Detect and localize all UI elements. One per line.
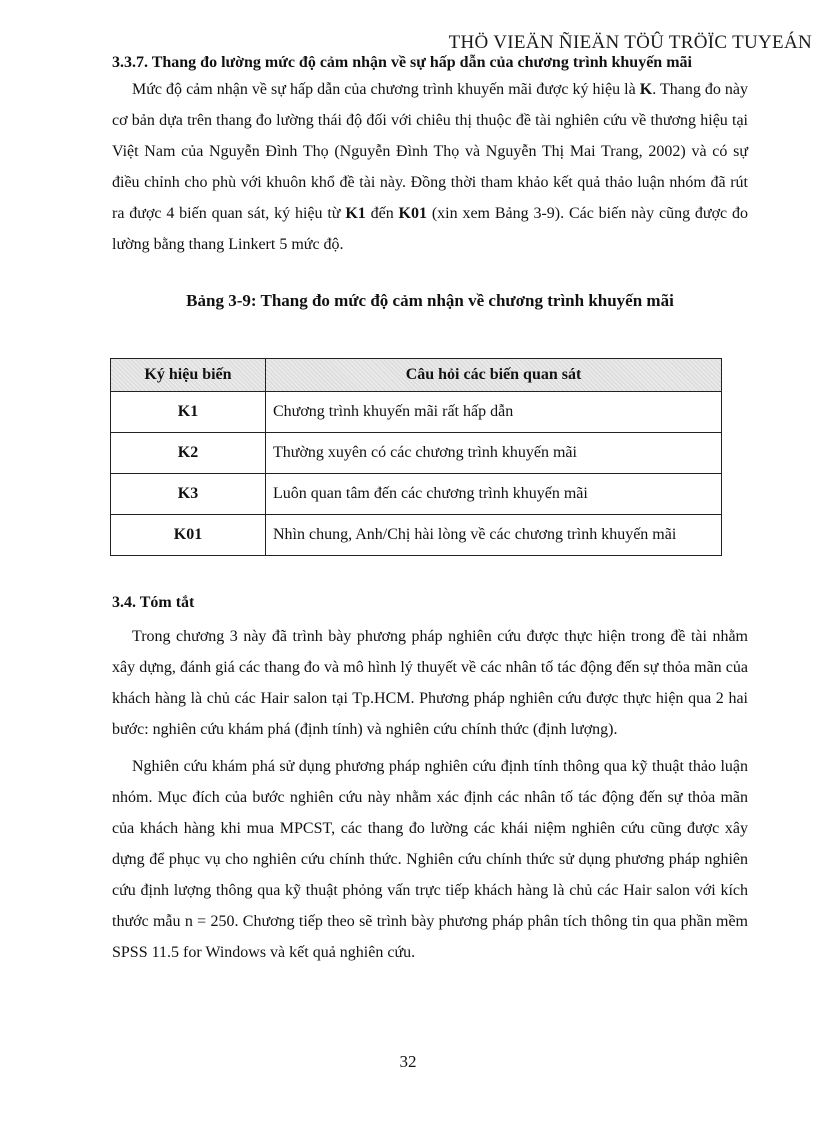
variable-question: Chương trình khuyến mãi rất hấp dẫn bbox=[266, 392, 722, 433]
measurement-scale-table bbox=[110, 358, 722, 556]
para-text-2: . Thang đo này cơ bản dựa trên thang đo lường thái độ đối với chiêu thị thuộc đề tài nghiên cứu về thương hiệu tại Việt Nam của Nguyễn Đình Thọ (Nguyễn Đình Thọ và Nguyễn Thị Mai Trang, 2002) và có sự điều chỉnh cho phù với khuôn khổ đề tài này. Đồng thời tham khảo kết quả thảo luận nhóm đã rút ra được 4 biến quan sát, ký hiệu từ bbox=[112, 81, 749, 222]
section-3-4-heading: 3.4. Tóm tắt bbox=[112, 594, 195, 611]
variable-code: K2 bbox=[111, 433, 266, 474]
para-bold-k1: K1 bbox=[345, 205, 366, 222]
variable-code: K01 bbox=[111, 515, 266, 556]
section-3-3-7-heading: 3.3.7. Thang đo lường mức độ cảm nhận về sự hấp dẫn của chương trình khuyến mãi bbox=[112, 54, 692, 71]
table-caption: Bảng 3-9: Thang đo mức độ cảm nhận về chương trình khuyến mãi bbox=[186, 291, 674, 310]
summary-paragraph-2: Nghiên cứu khám phá sử dụng phương pháp nghiên cứu định tính thông qua kỹ thuật thảo luận nhóm. Mục đích của bước nghiên cứu này nhằm xác định các nhân tố tác động đến sự thỏa mãn của khách hàng khi mua MPCST, các thang đo lường các khái niệm nghiên cứu cũng được xây dựng để phục vụ cho nghiên cứu chính thức. Nghiên cứu chính thức sử dụng phương pháp nghiên cứu định lượng thông qua kỹ thuật phỏng vấn trực tiếp khách hàng là chủ các Hair salon với kích thước mẫu n = 250. Chương tiếp theo sẽ trình bày phương pháp phân tích thông tin qua phần mềm SPSS 11.5 for Windows và kết quả nghiên cứu. bbox=[112, 758, 748, 961]
variable-code: K3 bbox=[111, 474, 266, 515]
watermark-text: THÖ VIEÄN ÑIEÄN TÖÛ TRÖÏC TUYEÁN bbox=[448, 32, 812, 53]
table-header-row bbox=[111, 359, 722, 392]
page-content bbox=[112, 52, 748, 968]
header-question: Câu hỏi các biến quan sát bbox=[266, 359, 722, 392]
variable-question: Nhìn chung, Anh/Chị hài lòng về các chương trình khuyến mãi bbox=[266, 515, 722, 556]
table-row bbox=[111, 474, 722, 515]
summary-paragraph-1: Trong chương 3 này đã trình bày phương pháp nghiên cứu được thực hiện trong đề tài nhằm xây dựng, đánh giá các thang đo và mô hình lý thuyết về các nhân tố tác động đến sự thỏa mãn của khách hàng là chủ các Hair salon tại Tp.HCM. Phương pháp nghiên cứu được thực hiện qua 2 hai bước: nghiên cứu khám phá (định tính) và nghiên cứu chính thức (định lượng). bbox=[112, 628, 748, 738]
variable-question: Thường xuyên có các chương trình khuyến mãi bbox=[266, 433, 722, 474]
table-row bbox=[111, 433, 722, 474]
para-text-1: Mức độ cảm nhận về sự hấp dẫn của chương trình khuyến mãi được ký hiệu là bbox=[132, 81, 640, 98]
variable-question: Luôn quan tâm đến các chương trình khuyến mãi bbox=[266, 474, 722, 515]
page-number: 32 bbox=[399, 1052, 417, 1071]
section-3-3-7-paragraph bbox=[112, 74, 748, 260]
para-text-3: đến bbox=[365, 205, 399, 222]
variable-code: K1 bbox=[111, 392, 266, 433]
para-bold-k01: K01 bbox=[398, 205, 427, 222]
section-3-4 bbox=[112, 592, 748, 968]
table-row bbox=[111, 515, 722, 556]
para-text-4: (xin xem Bảng 3-9). Các biến này cũng được đo lường bằng thang Linkert 5 mức độ. bbox=[112, 205, 749, 253]
header-variable-code: Ký hiệu biến bbox=[111, 359, 266, 392]
para-bold-k: K bbox=[639, 81, 653, 98]
table-row bbox=[111, 392, 722, 433]
